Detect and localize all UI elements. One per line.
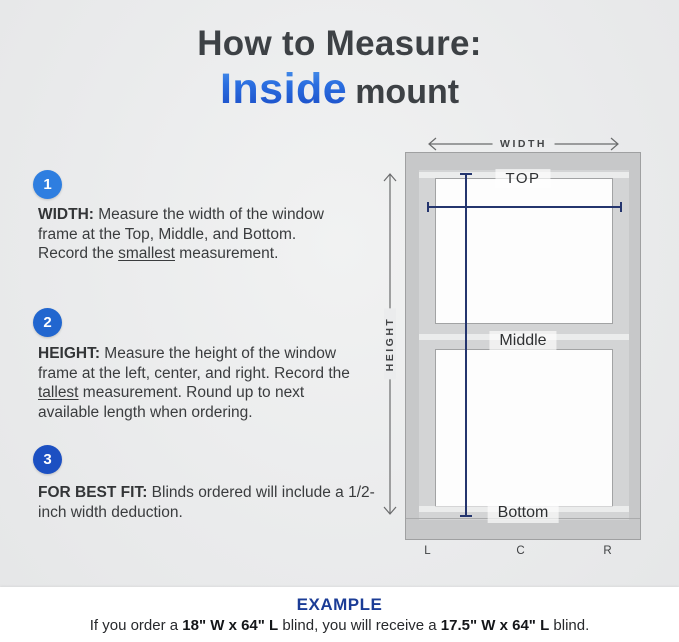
example-footer (0, 587, 679, 642)
step-1-number-badge: 1 (33, 170, 62, 199)
middle-position-label: Middle (489, 331, 556, 351)
step-1-body-end: measurement. (175, 245, 279, 262)
width-arrow-label: WIDTH (492, 138, 555, 150)
step-3-body: Blinds ordered will include a 1/2-inch width deduction. (38, 484, 375, 521)
title-highlight-word: Inside (219, 65, 348, 113)
height-arrow (382, 170, 398, 518)
step-2-body: Measure the height of the window frame at the left, center, and right. Record the (38, 345, 350, 382)
step-2-label: HEIGHT: (38, 345, 100, 362)
step-1-underlined-word: smallest (118, 245, 175, 262)
step-2-body-end: measurement. Round up to next available length when ordering. (38, 384, 305, 421)
example-text-before: If you order a (89, 617, 183, 634)
step-3-number-badge: 3 (33, 445, 62, 474)
example-text-after: blind. (549, 617, 590, 634)
top-position-label: TOP (495, 169, 550, 188)
example-text-middle: blind, you will receive a (278, 617, 441, 634)
width-arrow (425, 136, 622, 152)
step-1-body: Measure the width of the window frame at the Top, Middle, and Bottom. Record the (38, 206, 324, 262)
left-position-label: L (424, 545, 432, 557)
bottom-position-label: Bottom (488, 503, 559, 523)
title-suffix-word: mount (355, 73, 460, 111)
step-2-underlined-word: tallest (38, 384, 79, 401)
step-3-label: FOR BEST FIT: (38, 484, 148, 501)
step-1-text (38, 205, 350, 264)
width-measure-line (427, 206, 622, 208)
example-order-size: 18" W x 64" L (182, 617, 279, 634)
step-1-label: WIDTH: (38, 206, 94, 223)
step-3-text (38, 483, 383, 522)
step-2-number-badge: 2 (33, 308, 62, 337)
center-position-label: C (516, 545, 526, 557)
height-arrow-label: HEIGHT (384, 309, 396, 380)
example-text (90, 617, 590, 634)
window-pane-upper (435, 178, 613, 324)
example-receive-size: 17.5" W x 64" L (440, 617, 550, 634)
example-heading: EXAMPLE (296, 595, 383, 614)
title-line2 (0, 65, 679, 114)
window-pane-lower (435, 349, 613, 507)
right-position-label: R (603, 545, 613, 557)
page-title (0, 24, 679, 114)
title-line1: How to Measure: (197, 24, 482, 63)
height-measure-line (465, 173, 467, 517)
step-2-text (38, 344, 358, 422)
